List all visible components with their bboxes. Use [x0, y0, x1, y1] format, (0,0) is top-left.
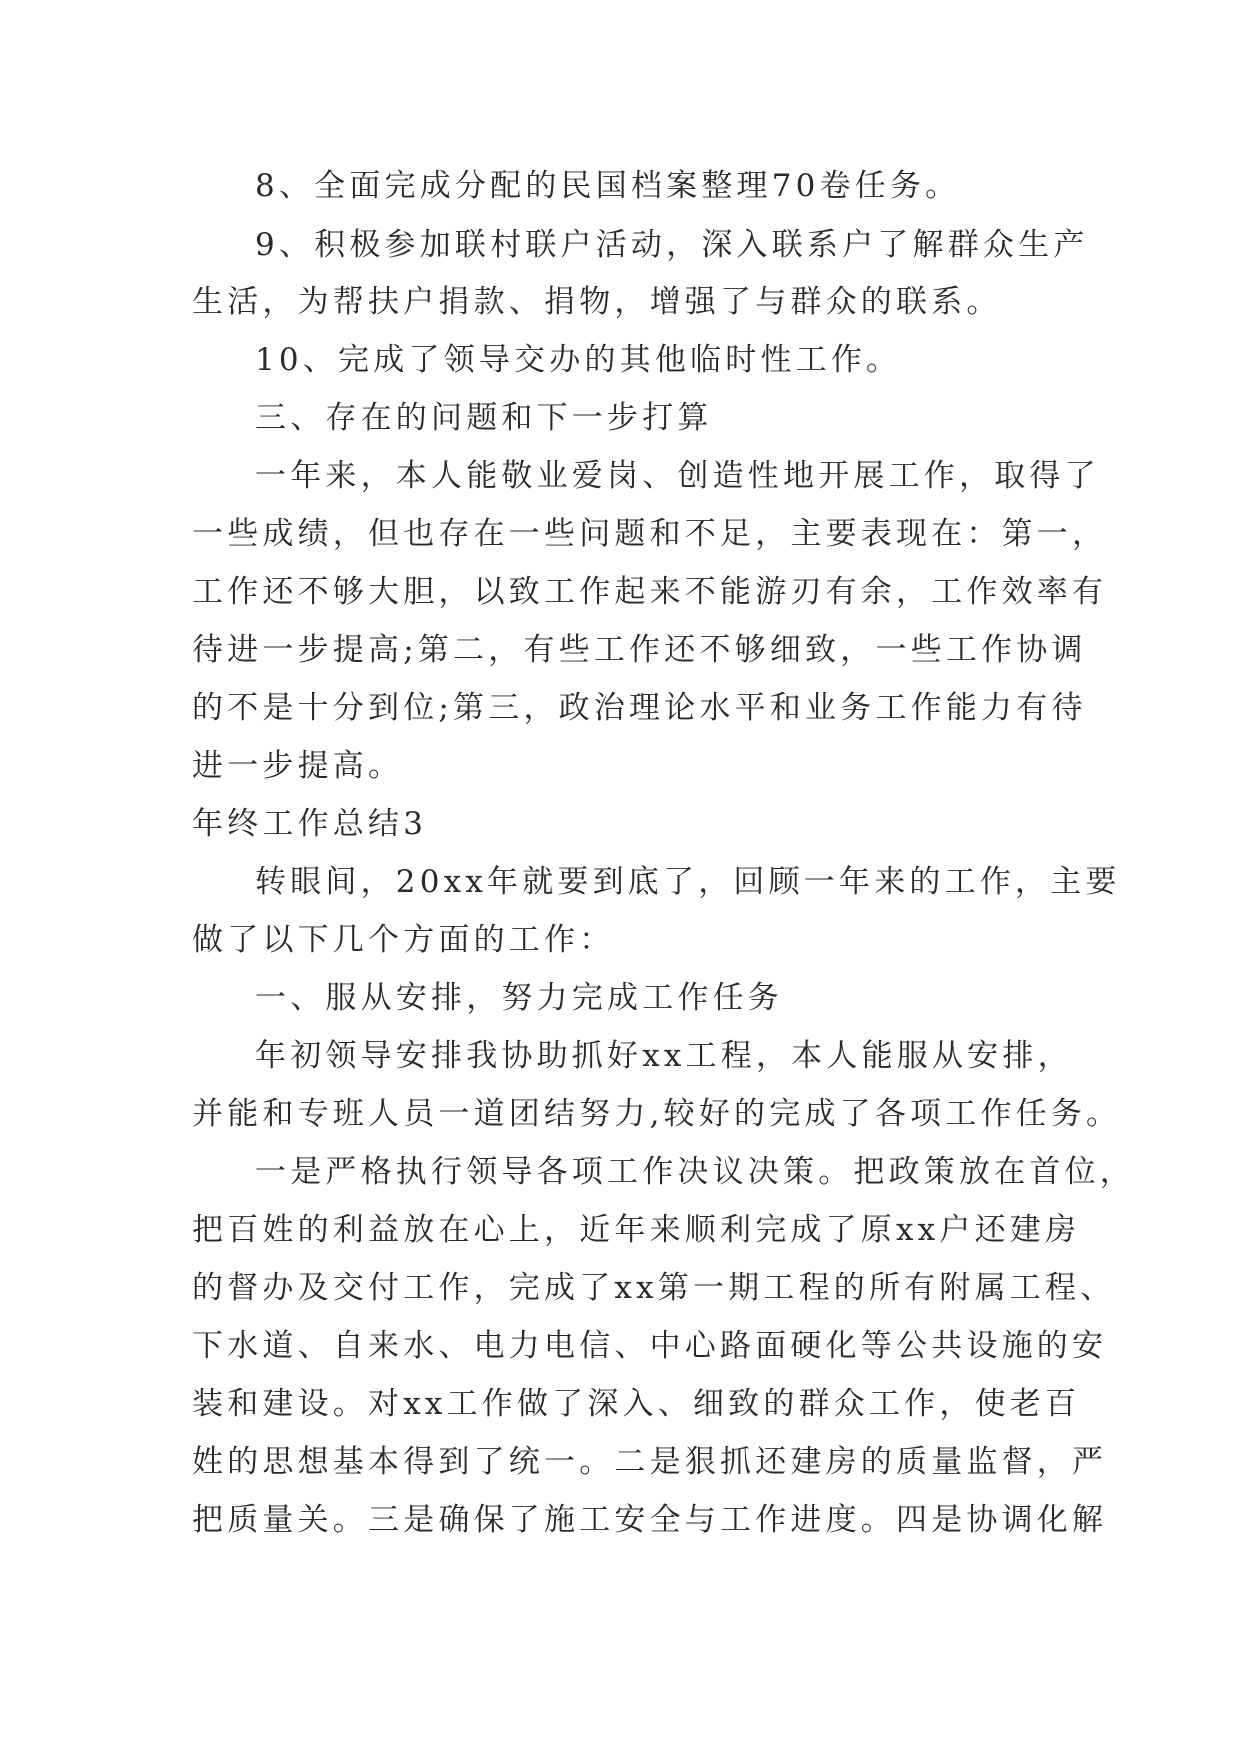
- document-title: 年终工作总结3: [192, 806, 428, 842]
- text-line: 10、完成了领导交办的其他临时性工作。: [255, 342, 902, 378]
- text-line: 做了以下几个方面的工作：: [192, 922, 615, 958]
- text-line: 8、全面完成分配的民国档案整理70卷任务。: [255, 168, 961, 204]
- text-line: 的不是十分到位;第三，政治理论水平和业务工作能力有待: [192, 690, 1087, 726]
- text-line: 9、积极参加联村联户活动，深入联系户了解群众生产: [255, 227, 1089, 263]
- text-line: 下水道、自来水、电力电信、中心路面硬化等公共设施的安: [192, 1328, 1108, 1364]
- text-line: 年初领导安排我协助抓好xx工程，本人能服从安排，: [255, 1038, 1073, 1074]
- text-line: 姓的思想基本得到了统一。二是狠抓还建房的质量监督，严: [192, 1444, 1108, 1480]
- section-heading: 一、服从安排，努力完成工作任务: [255, 980, 783, 1016]
- text-line: 生活，为帮扶户捐款、捐物，增强了与群众的联系。: [192, 284, 1002, 320]
- text-line: 进一步提高。: [192, 748, 404, 784]
- text-line: 并能和专班人员一道团结努力,较好的完成了各项工作任务。: [192, 1096, 1122, 1132]
- section-heading: 三、存在的问题和下一步打算: [255, 400, 713, 436]
- text-line: 的督办及交付工作，完成了xx第一期工程的所有附属工程、: [192, 1270, 1116, 1306]
- text-line: 一年来，本人能敬业爱岗、创造性地开展工作，取得了: [255, 458, 1100, 494]
- text-line: 把百姓的利益放在心上，近年来顺利完成了原xx户还建房: [192, 1212, 1081, 1248]
- text-line: 待进一步提高;第二，有些工作还不够细致，一些工作协调: [192, 632, 1087, 668]
- text-line: 一些成绩，但也存在一些问题和不足，主要表现在：第一，: [192, 516, 1108, 552]
- text-line: 把质量关。三是确保了施工安全与工作进度。四是协调化解: [192, 1502, 1108, 1538]
- text-line: 转眼间，20xx年就要到底了，回顾一年来的工作，主要: [255, 864, 1121, 900]
- text-line: 工作还不够大胆，以致工作起来不能游刃有余，工作效率有: [192, 574, 1108, 610]
- text-line: 装和建设。对xx工作做了深入、细致的群众工作，使老百: [192, 1386, 1081, 1422]
- text-line: 一是严格执行领导各项工作决议决策。把政策放在首位，: [255, 1154, 1135, 1190]
